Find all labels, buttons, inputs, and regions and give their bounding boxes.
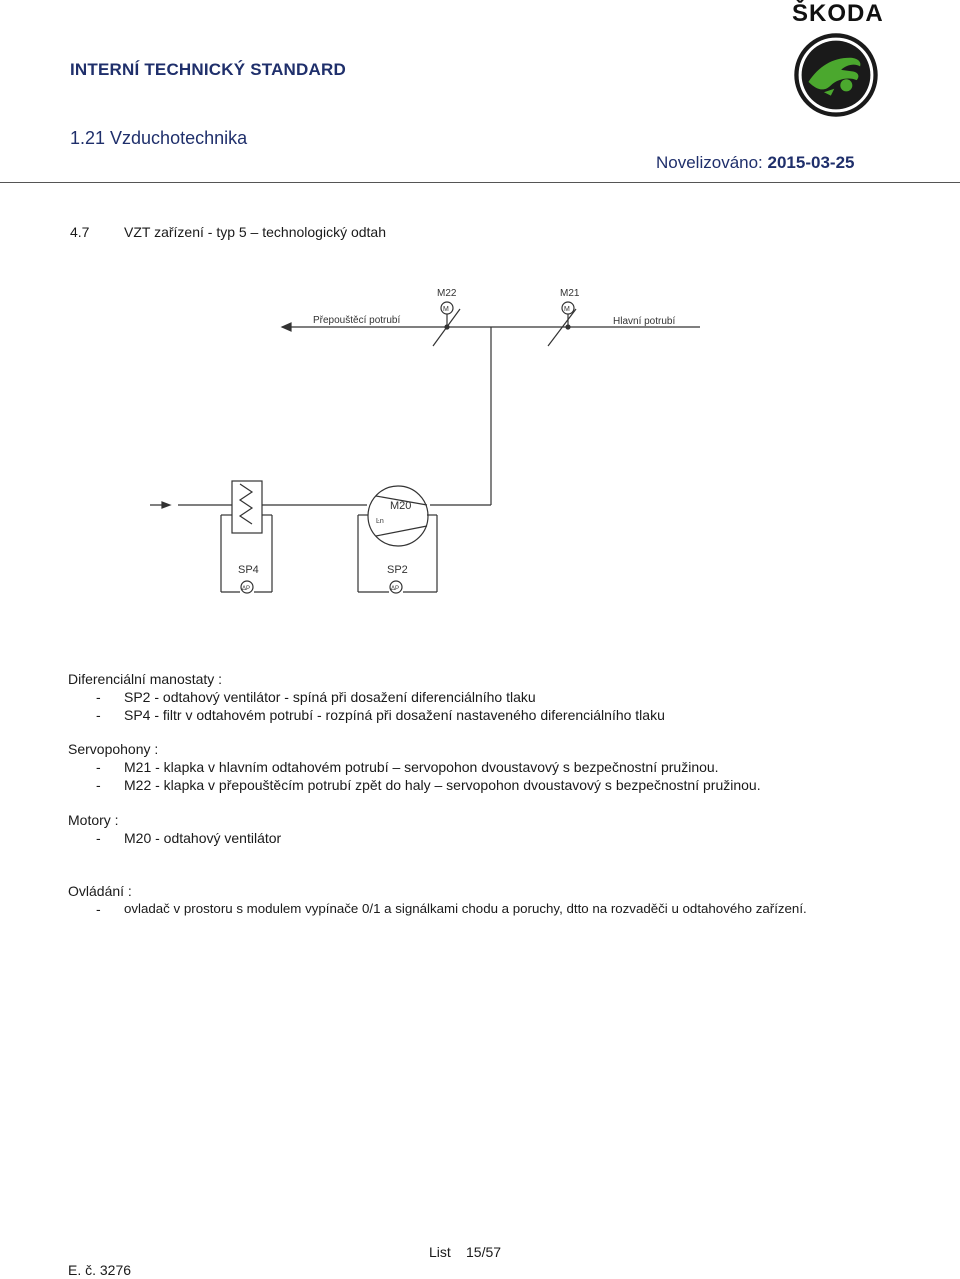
m22-label: M22 [437, 288, 457, 299]
sp4-label: SP4 [238, 564, 259, 576]
actuator-item: M21 - klapka v hlavním odtahovém potrubí – servopohon dvoustavový s bezpečnostní pružinou. [124, 759, 719, 775]
pressure-item: SP2 - odtahový ventilátor - spíná při dosažení diferenciálního tlaku [124, 689, 536, 705]
fan-m20-icon [368, 486, 428, 546]
skoda-logo-icon [793, 32, 879, 118]
list-dash: - [96, 759, 101, 775]
bypass-pipe-label: Přepouštěcí potrubí [313, 315, 401, 326]
filter-zigzag-icon [240, 484, 252, 524]
m22-motor-symbol: M [443, 306, 449, 313]
sp2-label: SP2 [387, 564, 408, 576]
list-dash: - [96, 689, 101, 705]
revision-label: Novelizováno: [656, 153, 763, 172]
control-item: ovladač v prostoru s modulem vypínače 0/1 a signálkami chodu a poruchy, dtto na rozvaděči u odtahového zařízení. [124, 901, 807, 916]
revision-date [656, 153, 854, 173]
main-pipe-label: Hlavní potrubí [613, 316, 676, 327]
page-list-label: List [429, 1244, 451, 1260]
sp2-dp-symbol: ΔP [391, 586, 400, 592]
pressure-item: SP4 - filtr v odtahovém potrubí - rozpíná při dosažení nastaveného diferenciálního tlaku [124, 707, 665, 723]
intake-arrow-icon [162, 502, 170, 508]
motor-item: M20 - odtahový ventilátor [124, 830, 282, 846]
m21-motor-symbol: M [564, 306, 570, 313]
brand-wordmark: ŠKODA [792, 0, 884, 27]
section-title: 1.21 Vzduchotechnika [70, 128, 248, 148]
control-heading: Ovládání : [68, 883, 132, 899]
sp4-dp-symbol: ΔP [242, 586, 251, 592]
list-dash: - [96, 901, 101, 917]
fan-label: M20 [390, 500, 412, 512]
hvac-schematic [150, 265, 710, 610]
actuators-heading: Servopohony : [68, 741, 159, 757]
page-number: 15/57 [466, 1244, 502, 1260]
motors-heading: Motory : [68, 812, 119, 828]
standard-title: INTERNÍ TECHNICKÝ STANDARD [70, 60, 346, 79]
header-divider [0, 182, 960, 183]
chapter-number: 4.7 [70, 224, 90, 240]
fan-sub-label: Ŀn [376, 518, 384, 525]
m21-label: M21 [560, 288, 580, 299]
document-number: E. č. 3276 [68, 1262, 132, 1278]
left-arrow-icon [282, 323, 291, 331]
chapter-title: VZT zařízení - typ 5 – technologický odtah [124, 224, 386, 240]
list-dash: - [96, 830, 101, 846]
pressure-heading: Diferenciální manostaty : [68, 671, 223, 687]
actuator-item: M22 - klapka v přepouštěcím potrubí zpět do haly – servopohon dvoustavový s bezpečnostní pružinou. [124, 777, 761, 793]
list-dash: - [96, 777, 101, 793]
revision-value: 2015-03-25 [767, 153, 855, 172]
list-dash: - [96, 707, 101, 723]
